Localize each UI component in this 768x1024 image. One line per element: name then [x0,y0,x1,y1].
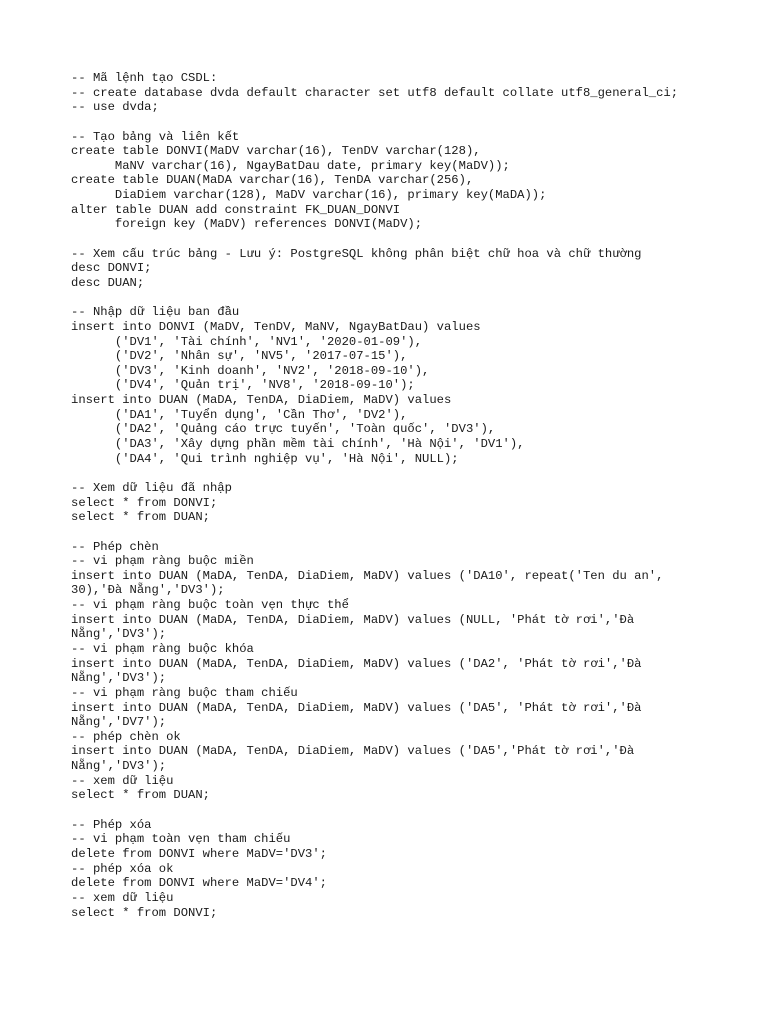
code-line: -- Phép xóa [71,817,152,832]
code-line [71,291,761,306]
code-line: -- xem dữ liệu [71,890,174,905]
code-line: insert into DUAN (MaDA, TenDA, DiaDiem, MaDV) values ('DA5', 'Phát tờ rơi','Đà [71,700,642,715]
code-line: insert into DUAN (MaDA, TenDA, DiaDiem, MaDV) values (NULL, 'Phát tờ rơi','Đà [71,612,635,627]
code-line: -- vi phạm ràng buộc tham chiếu [71,685,298,700]
code-line: Nẵng','DV3'); [71,627,167,642]
code-line: -- phép chèn ok [71,729,181,744]
code-line: -- vi phạm ràng buộc miền [71,554,254,569]
code-line: -- Nhập dữ liệu ban đầu [71,305,240,320]
code-line: -- phép xóa ok [71,861,174,876]
code-line: insert into DUAN (MaDA, TenDA, DiaDiem, MaDV) values ('DA2', 'Phát tờ rơi','Đà [71,656,642,671]
code-line: -- Xem dữ liệu đã nhập [71,480,232,495]
code-line [71,232,761,247]
code-line: select * from DONVI; [71,905,218,920]
code-line: -- vi phạm ràng buộc toàn vẹn thực thể [71,598,349,613]
code-line: create table DUAN(MaDA varchar(16), TenDA varchar(256), [71,173,474,188]
code-line: foreign key (MaDV) references DONVI(MaDV); [71,217,423,232]
code-line: Nẵng','DV7'); [71,715,167,730]
code-line: ('DA4', 'Qui trình nghiệp vụ', 'Hà Nội', NULL); [71,451,459,466]
code-line: insert into DUAN (MaDA, TenDA, DiaDiem, MaDV) values ('DA10', repeat('Ten du an', [71,568,664,583]
code-line [71,466,761,481]
code-line: ('DA2', 'Quảng cáo trực tuyến', 'Toàn quốc', 'DV3'), [71,422,496,437]
code-line: alter table DUAN add constraint FK_DUAN_DONVI [71,202,401,217]
code-line: -- Phép chèn [71,539,159,554]
code-line: -- Tạo bảng và liên kết [71,129,240,144]
code-line: -- xem dữ liệu [71,773,174,788]
code-line: insert into DUAN (MaDA, TenDA, DiaDiem, MaDV) values ('DA5','Phát tờ rơi','Đà [71,744,635,759]
code-line: -- vi phạm toàn vẹn tham chiếu [71,832,291,847]
code-line: Nẵng','DV3'); [71,759,167,774]
code-line: delete from DONVI where MaDV='DV4'; [71,876,327,891]
code-line [71,803,761,818]
code-line: MaNV varchar(16), NgayBatDau date, primary key(MaDV)); [71,158,510,173]
code-line: -- Xem cấu trúc bảng - Lưu ý: PostgreSQL không phân biệt chữ hoa và chữ thường [71,246,642,261]
code-line: create table DONVI(MaDV varchar(16), TenDV varchar(128), [71,144,481,159]
code-line: select * from DONVI; [71,495,218,510]
code-line: ('DV3', 'Kinh doanh', 'NV2', '2018-09-10'), [71,363,430,378]
code-line: ('DA1', 'Tuyển dụng', 'Cần Thơ', 'DV2'), [71,407,408,422]
code-line: -- create database dvda default character set utf8 default collate utf8_general_ci; [71,85,679,100]
code-line: ('DA3', 'Xây dựng phần mềm tài chính', 'Hà Nội', 'DV1'), [71,437,525,452]
document-page [71,71,761,920]
code-line: -- vi phạm ràng buộc khóa [71,641,254,656]
code-line: Nẵng','DV3'); [71,671,167,686]
code-line: select * from DUAN; [71,788,210,803]
code-line: insert into DONVI (MaDV, TenDV, MaNV, NgayBatDau) values [71,319,481,334]
code-line: ('DV4', 'Quản trị', 'NV8', '2018-09-10'); [71,378,415,393]
code-line: -- Mã lệnh tạo CSDL: [71,71,218,85]
code-line: DiaDiem varchar(128), MaDV varchar(16), primary key(MaDA)); [71,188,547,203]
code-line: desc DUAN; [71,275,145,290]
code-line: -- use dvda; [71,100,159,115]
code-line: 30),'Đà Nẵng','DV3'); [71,583,225,598]
code-line: delete from DONVI where MaDV='DV3'; [71,846,327,861]
code-line: ('DV2', 'Nhân sự', 'NV5', '2017-07-15'), [71,349,408,364]
code-line [71,115,761,130]
code-line [71,525,761,540]
code-line: insert into DUAN (MaDA, TenDA, DiaDiem, MaDV) values [71,393,452,408]
code-line: ('DV1', 'Tài chính', 'NV1', '2020-01-09'), [71,334,423,349]
code-line: desc DONVI; [71,261,152,276]
code-line: select * from DUAN; [71,510,210,525]
